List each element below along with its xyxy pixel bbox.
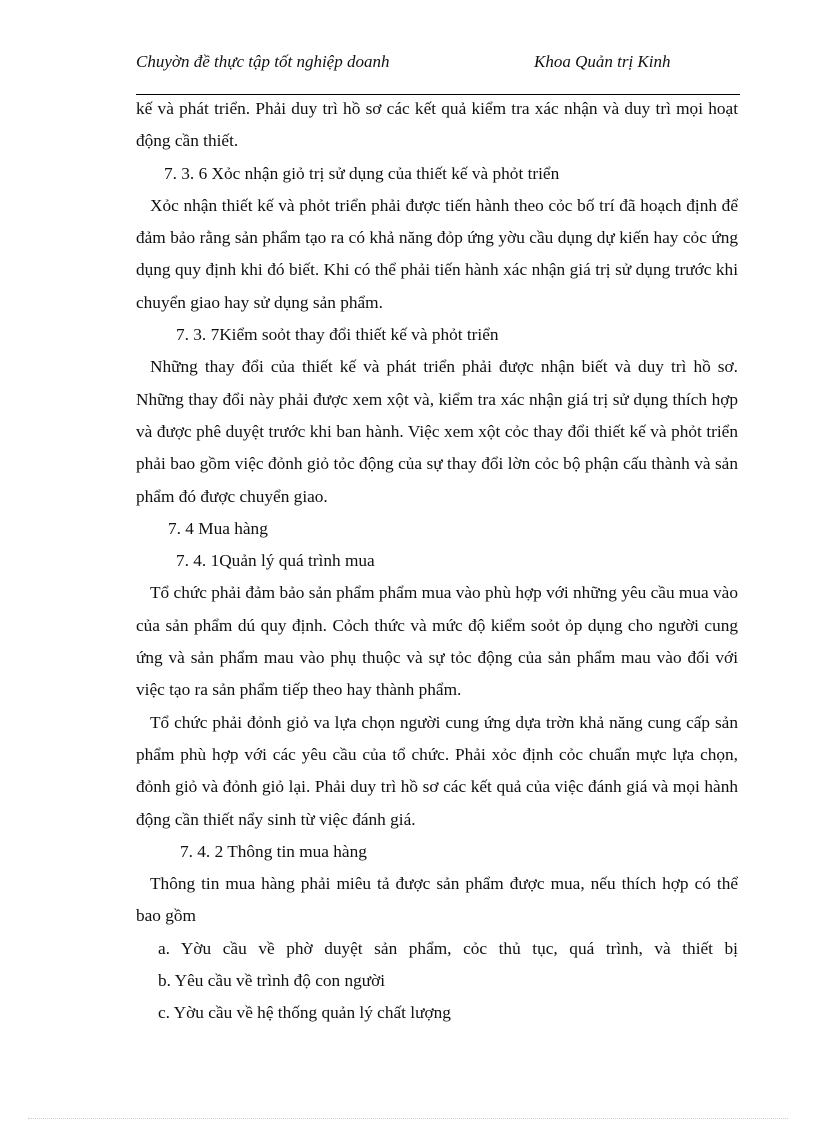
- paragraph-purchasing-control: Tổ chức phải đảm bảo sản phẩm phẩm mua vào phù hợp với những yêu cầu mua vào của sản phẩm dú quy định. Cỏch thức và mức độ kiểm soỏt ỏp dụng cho người cung ứng và sản phẩm mau vào phụ thuộc và sự tỏc động của sản phẩm mau vào đối với việc tạo ra sản phẩm tiếp theo hay thành phẩm.: [136, 583, 738, 700]
- list-item-a: a. Yờu cầu về phờ duyệt sản phẩm, cỏc thủ tục, quá trình, và thiết bị: [158, 938, 738, 958]
- paragraph-design-changes: Những thay đổi của thiết kế và phát triển phải được nhận biết và duy trì hồ sơ. Những thay đổi này phải được xem xột và, kiểm tra xác nhận giá trị sử dụng thích hợp và được phê duyệt trước khi ban hành. Việc xem xột cỏc thay đổi thiết kế và phỏt triển phải bao gồm việc đỏnh giỏ tỏc động của sự thay đổi lờn cỏc bộ phận cấu thành và sản phẩm đó được chuyển giao.: [136, 357, 738, 506]
- page-header: [136, 50, 740, 95]
- paragraph-purchasing-information: Thông tin mua hàng phải miêu tả được sản phẩm được mua, nếu thích hợp có thể bao gồm: [136, 874, 738, 926]
- paragraph-supplier-evaluation: Tổ chức phải đỏnh giỏ va lựa chọn người cung ứng dựa trờn khả năng cung cấp sản phẩm phù hợp với các yêu cầu của tổ chức. Phải xỏc định cỏc chuẩn mực lựa chọn, đỏnh giỏ và đỏnh giỏ lại. Phải duy trì hồ sơ các kết quả của việc đánh giá và mọi hành động cần thiết nẩy sinh từ việc đánh giá.: [136, 712, 738, 829]
- header-left-text: Chuyờn đề thực tập tốt nghiệp doanh: [136, 52, 390, 71]
- section-heading-7-3-6: 7. 3. 6 Xỏc nhận giỏ trị sử dụng của thiết kế và phỏt triển: [164, 163, 560, 183]
- header-right-text: Khoa Quản trị Kinh: [534, 52, 671, 71]
- list-item-c: c. Yờu cầu về hệ thống quản lý chất lượng: [158, 1003, 451, 1023]
- paragraph-validation: Xỏc nhận thiết kế và phỏt triển phải được tiến hành theo cỏc bố trí đã hoạch định để đảm bảo rằng sản phẩm tạo ra có khả năng đỏp ứng yờu cầu dụng dự kiến hay cỏc ứng dụng quy định khi đó biết. Khi có thể phải tiến hành xác nhận giá trị sử dụng trước khi chuyển giao hay sử dụng sản phẩm.: [136, 195, 738, 312]
- section-heading-7-4-1: 7. 4. 1Quản lý quá trình mua: [176, 551, 375, 571]
- list-item-b: b. Yêu cầu về trình độ con người: [158, 971, 386, 991]
- paragraph-continued: kế và phát triển. Phải duy trì hồ sơ các kết quả kiểm tra xác nhận và duy trì mọi hoạt động cần thiết.: [136, 99, 738, 151]
- section-heading-7-4-2: 7. 4. 2 Thông tin mua hàng: [180, 841, 367, 861]
- section-heading-7-4: 7. 4 Mua hàng: [168, 518, 268, 538]
- section-heading-7-3-7: 7. 3. 7Kiểm soỏt thay đổi thiết kế và phỏt triển: [176, 325, 499, 345]
- page-bottom-divider: [28, 1118, 788, 1119]
- document-body: [136, 93, 738, 1030]
